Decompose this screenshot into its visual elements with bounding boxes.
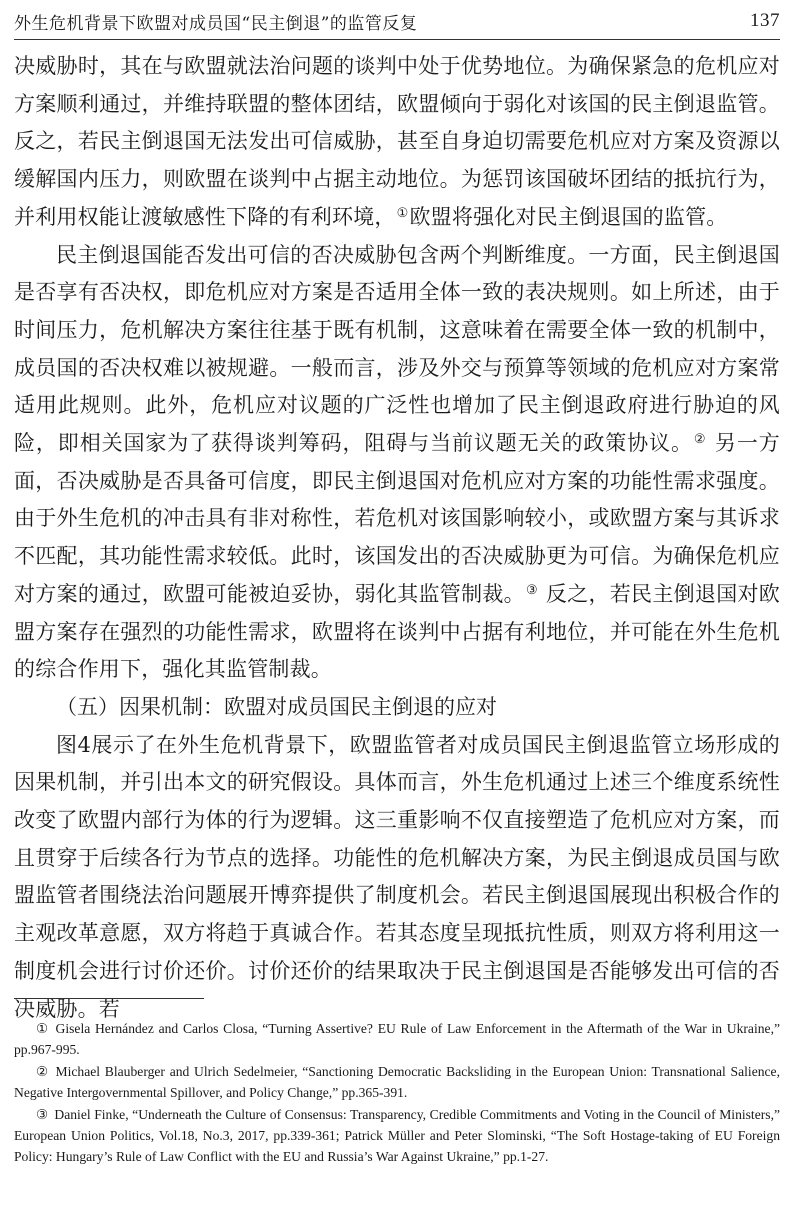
footnote-text: Michael Blauberger and Ulrich Sedelmeier, “Sanctioning Democratic Backsliding in the European Union: Transnational Salience, Negative Intergovernmental Spillover, and Policy Change,” pp.365-391. <box>14 1063 780 1101</box>
footnote-mark: ③ <box>36 1106 49 1122</box>
footnote-1 <box>14 1018 780 1061</box>
page-number: 137 <box>750 10 780 31</box>
footnote-rule <box>14 998 204 999</box>
footnote-mark: ② <box>36 1063 50 1079</box>
paragraph-1 <box>14 48 780 237</box>
footnote-mark: ① <box>36 1021 50 1036</box>
paragraph-2-text: 民主倒退国能否发出可信的否决威胁包含两个判断维度。一方面，民主倒退国是否享有否决权，即危机应对方案是否适用全体一致的表决规则。如上所述，由于时间压力，危机解决方案往往基于既有机制，这意味着在需要全体一致的机制中，成员国的否决权难以被规避。一般而言，涉及外交与预算等领域的危机应对方案常适用此规则。此外，危机应对议题的广泛性也增加了民主倒退政府进行胁迫的风险，即相关国家为了获得谈判筹码，阻碍与当前议题无关的政策协议。 <box>14 242 780 456</box>
paragraph-2-tail: 反之，若民主倒退国对欧盟方案存在强烈的功能性需求，欧盟将在谈判中占据有利地位，并可能在外生危机的综合作用下，强化其监管制裁。 <box>14 581 780 682</box>
paragraph-1-tail: 欧盟将强化对民主倒退国的监管。 <box>409 204 728 229</box>
paragraph-2 <box>14 237 780 689</box>
footnotes <box>14 1018 780 1168</box>
body-text <box>14 48 780 1028</box>
running-head-title: 外生危机背景下欧盟对成员国“民主倒退”的监管反复 <box>14 13 418 34</box>
footnote-ref-3[interactable]: ③ <box>525 582 538 598</box>
paragraph-1-text: 决威胁时，其在与欧盟就法治问题的谈判中处于优势地位。为确保紧急的危机应对方案顺利通过，并维持联盟的整体团结，欧盟倾向于弱化对该国的民主倒退监管。反之，若民主倒退国无法发出可信威胁，甚至自身迫切需要危机应对方案及资源以缓解国内压力，则欧盟在谈判中占据主动地位。为惩罚该国破坏团结的抵抗行为，并利用权能让渡敏感性下降的有利环境， <box>14 54 780 229</box>
footnote-text: Gisela Hernández and Carlos Closa, “Turning Assertive? EU Rule of Law Enforcement in the Aftermath of the War in Ukraine,” pp.967-995. <box>14 1021 781 1058</box>
footnote-ref-2[interactable]: ② <box>693 432 707 448</box>
footnote-2 <box>14 1061 780 1104</box>
paragraph-3: 图4展示了在外生危机背景下，欧盟监管者对成员国民主倒退监管立场形成的因果机制，并引出本文的研究假设。具体而言，外生危机通过上述三个维度系统性改变了欧盟内部行为体的行为逻辑。这三重影响不仅直接塑造了危机应对方案，而且贯穿于后续各行为节点的选择。功能性的危机解决方案，为民主倒退成员国与欧盟监管者围绕法治问题展开博弈提供了制度机会。若民主倒退国展现出积极合作的主观改革意愿，双方将趋于真诚合作。若其态度呈现抵抗性质，则双方将利用这一制度机会进行讨价还价。讨价还价的结果取决于民主倒退国是否能够发出可信的否决威胁。若 <box>14 732 780 1021</box>
running-header <box>14 6 780 36</box>
paragraph-2-mid: 另一方面，否决威胁是否具备可信度，即民主倒退国对危机应对方案的功能性需求强度。由于外生危机的冲击具有非对称性，若危机对该国影响较小，或欧盟方案与其诉求不匹配，其功能性需求较低。此时，该国发出的否决威胁更为可信。为确保危机应对方案的通过，欧盟可能被迫妥协，弱化其监管制裁。 <box>14 431 780 606</box>
footnote-text: Daniel Finke, “Underneath the Culture of Consensus: Transparency, Credible Commitments and Voting in the Council of Ministers,” European Union Politics, Vol.18, No.3, 2017, pp.339-361; Patrick Müller and Peter Slominski, “The Soft Hostage-taking of EU Foreign Policy: Hungary’s Rule of Law Conflict with the EU and Russia’s War Against Ukraine,” pp.1-27. <box>14 1106 780 1165</box>
header-rule <box>14 39 780 40</box>
footnote-3 <box>14 1104 780 1168</box>
section-subheading: （五）因果机制：欧盟对成员国民主倒退的应对 <box>56 694 497 719</box>
footnote-ref-1[interactable]: ① <box>396 205 409 221</box>
